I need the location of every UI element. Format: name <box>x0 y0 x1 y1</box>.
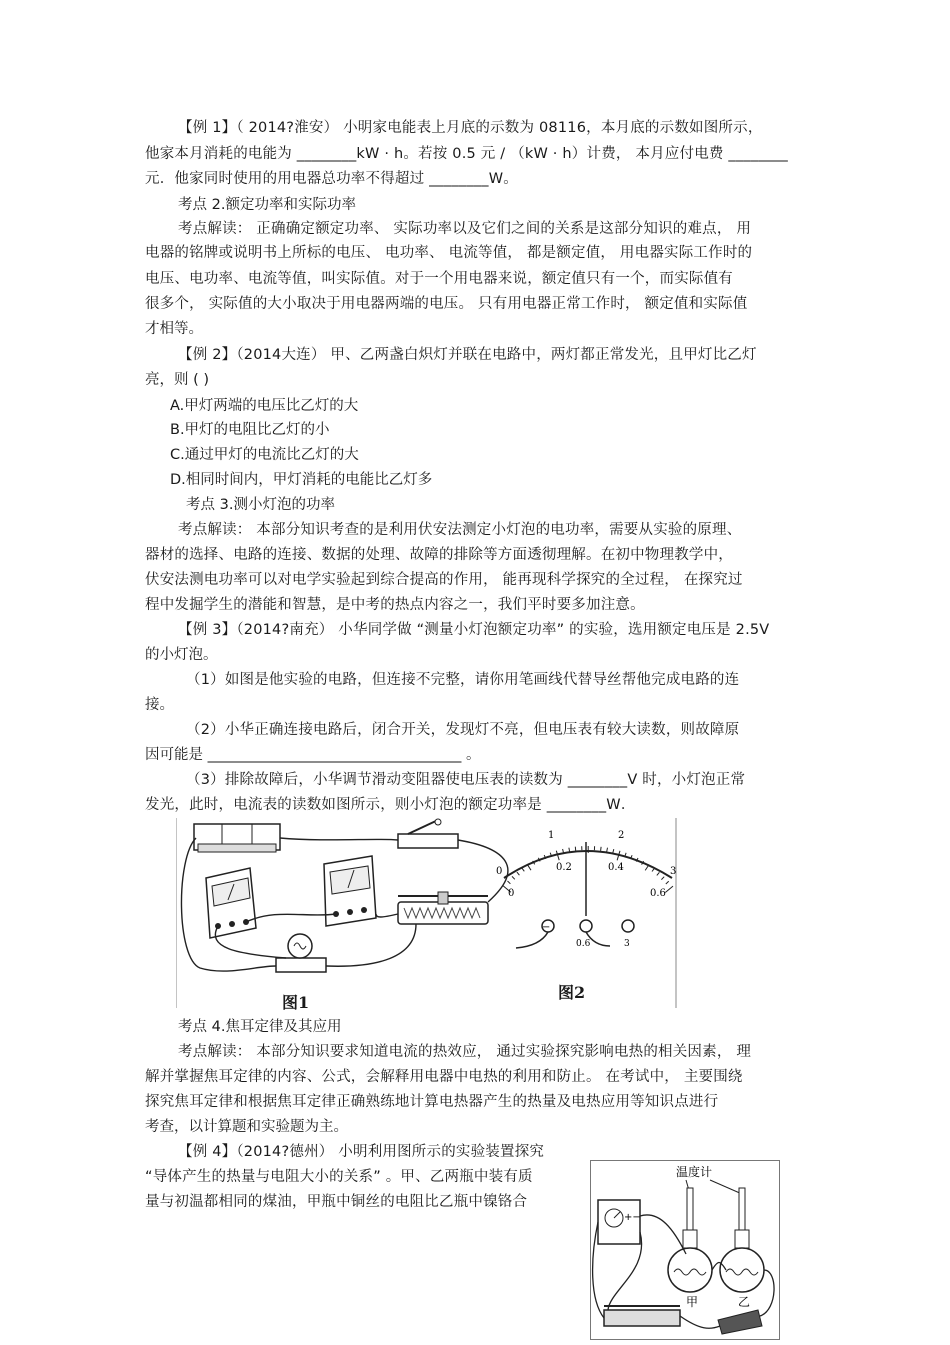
key-point-4-title: 考点 4.焦耳定律及其应用 <box>178 1019 342 1035</box>
key-point-4-line-1: 考点解读： 本部分知识要求知道电流的热效应， 通过实验探究影响电热的相关因素， 理 <box>178 1044 752 1060</box>
dial-tick <box>613 849 614 853</box>
example-2-line-2: 亮，则 ( ) <box>145 372 210 388</box>
key-point-2-line-4: 很多个， 实际值的大小取决于用电器两端的电压。 只有用电器正常工作时， 额定值和实际值 <box>145 296 748 312</box>
dial-tick <box>601 847 602 851</box>
rheostat-icon <box>398 892 488 924</box>
key-point-2-line-2: 电器的铭牌或说明书上所标的电压、 电功率、 电流等值， 都是额定值， 用电器实际工作时的 <box>145 245 753 261</box>
dial-bottom-tick-3: 0.6 <box>650 888 666 899</box>
joule-apparatus-figure <box>590 1160 780 1340</box>
example-3-q2-line-2: 因可能是 ___________________________________ 。 <box>145 747 481 763</box>
figure-2-caption: 图2 <box>558 983 586 1002</box>
example-1-line-3: 元．他家同时使用的用电器总功率不得超过 ________W。 <box>145 171 518 187</box>
dial-zero-top: 0 <box>496 866 503 877</box>
dial-tick <box>652 868 654 871</box>
dial-bottom-tick-1: 0.2 <box>556 862 572 873</box>
example-1-line-1: 【例 1】（ 2014?淮安） 小明家电能表上月底的示数为 08116，本月底的示数如图所示， <box>178 120 763 136</box>
example-3-q3-line-1: （3）排除故障后，小华调节滑动变阻器使电压表的读数为 ________V 时，小灯泡正常 <box>186 772 746 788</box>
terminal-0-6-label: 0.6 <box>576 939 591 949</box>
example-4-line-1: 【例 4】（2014?德州） 小明利用图所示的实验装置探究 <box>178 1144 545 1160</box>
dial-tick <box>657 872 660 875</box>
flask-yi-label: 乙 <box>738 1295 751 1309</box>
thermometer-label: 温度计 <box>676 1165 713 1179</box>
dial-top-tick-1: 1 <box>548 830 555 841</box>
dial-tick <box>666 881 669 884</box>
battery-icon <box>194 824 280 852</box>
dial-ticks <box>503 846 673 893</box>
example-3-line-2: 的小灯泡。 <box>145 647 218 663</box>
dial-tick <box>508 881 511 884</box>
dial-tick <box>661 877 664 880</box>
example-1-line-2: 他家本月消耗的电能为 ________kW · h。若按 0.5 元 / （kW · h）计费， 本月应付电费 ________ <box>145 146 789 162</box>
example-4-line-2: “导体产生的热量与电阻大小的关系” 。甲、乙两瓶中装有质 <box>145 1169 533 1185</box>
key-point-2-title: 考点 2.额定功率和实际功率 <box>178 197 356 213</box>
ammeter-icon <box>206 868 256 938</box>
svg-text:+−: +− <box>624 1212 641 1223</box>
key-point-2-line-1: 考点解读： 正确确定额定功率、 实际功率以及它们之间的关系是这部分知识的难点， 用 <box>178 221 752 237</box>
example-2-option-d: D.相同时间内，甲灯消耗的电能比乙灯多 <box>170 472 433 488</box>
dial-tick <box>522 868 524 871</box>
key-point-3-title: 考点 3.测小灯泡的功率 <box>186 497 335 513</box>
figure-1-caption: 图1 <box>282 993 310 1012</box>
example-4-line-3: 量与初温都相同的煤油，甲瓶中铜丝的电阻比乙瓶中镍铬合 <box>145 1194 528 1210</box>
dial-arc <box>504 851 672 878</box>
key-point-4-line-2: 解并掌握焦耳定律的内容、公式，会解释用电器中电热的利用和防止。 在考试中， 主要围绕 <box>145 1069 743 1085</box>
terminal-3 <box>622 920 634 932</box>
example-3-q3-line-2: 发光，此时，电流表的读数如图所示，则小灯泡的额定功率是 ________W． <box>145 797 636 813</box>
key-point-3-line-2: 器材的选择、电路的连接、数据的处理、故障的排除等方面透彻理解。在初中物理教学中， <box>145 547 733 563</box>
example-3-q1-line-1: （1）如图是他实验的电路，但连接不完整，请你用笔画线代替导丝帮他完成电路的连 <box>186 672 740 688</box>
example-2-line-1: 【例 2】（2014大连） 甲、乙两盏白炽灯并联在电路中，两灯都正常发光，且甲灯比乙灯 <box>178 347 757 363</box>
key-point-4-line-3: 探究焦耳定律和根据焦耳定律正确熟练地计算电热器产生的热量及电热应用等知识点进行 <box>145 1094 719 1110</box>
terminal-negative-label: − <box>542 922 551 933</box>
ammeter-icon <box>598 1200 641 1244</box>
example-3-line-1: 【例 3】（2014?南充） 小华同学做 “测量小灯泡额定功率” 的实验，选用额定电压是 2.5V <box>178 622 770 638</box>
example-3-q1-line-2: 接。 <box>145 697 174 713</box>
key-point-3-line-4: 程中发掘学生的潜能和智慧，是中考的热点内容之一，我们平时要多加注意。 <box>145 597 645 613</box>
dial-top-tick-3: 3 <box>670 866 677 877</box>
voltmeter-icon <box>324 856 376 926</box>
dial-tick <box>527 864 531 870</box>
example-2-option-c: C.通过甲灯的电流比乙灯的大 <box>170 447 359 463</box>
example-2-option-a: A.甲灯两端的电压比乙灯的大 <box>170 398 359 414</box>
dial-top-tick-2: 2 <box>618 830 625 841</box>
example-3-q2-line-1: （2）小华正确连接电路后，闭合开关，发现灯不亮，但电压表有较大读数，则故障原 <box>186 722 740 738</box>
key-point-3-line-1: 考点解读： 本部分知识考查的是利用伏安法测定小灯泡的电功率，需要从实验的原理、 <box>178 522 742 538</box>
key-point-4-line-4: 考查，以计算题和实验题为主。 <box>145 1119 348 1135</box>
dial-tick <box>607 848 608 852</box>
key-point-2-line-3: 电压、电功率、电流等值，叫实际值。对于一个用电器来说，额定值只有一个，而实际值有 <box>145 271 733 287</box>
dial-bottom-tick-2: 0.4 <box>608 862 624 873</box>
dial-tick <box>569 848 570 852</box>
dial-tick <box>512 876 515 879</box>
flask-jia-label: 甲 <box>686 1295 699 1309</box>
dial-tick <box>665 886 673 892</box>
terminal-3-label: 3 <box>624 939 630 949</box>
dial-tick <box>517 872 520 875</box>
dial-zero-bottom: 0 <box>508 888 515 899</box>
key-point-2-line-5: 才相等。 <box>145 321 203 337</box>
terminal-0-6 <box>580 920 592 932</box>
key-point-3-line-3: 伏安法测电功率可以对电学实验起到综合提高的作用， 能再现科学探究的全过程， 在探究过 <box>145 572 743 588</box>
ammeter-dial-figure <box>490 826 682 954</box>
example-2-option-b: B.甲灯的电阻比乙灯的小 <box>170 422 330 438</box>
